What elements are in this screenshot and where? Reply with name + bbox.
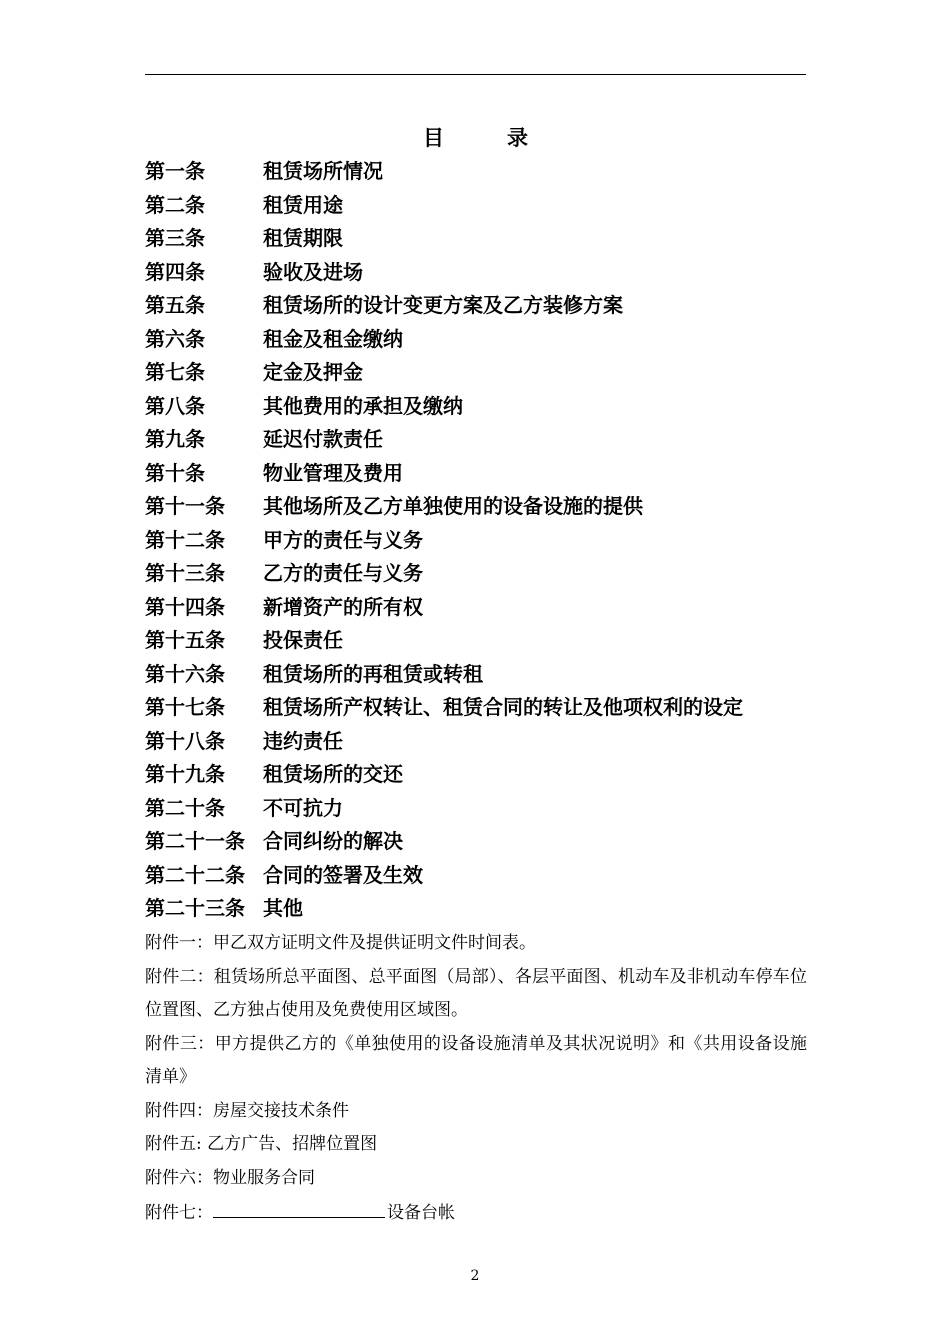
- toc-entry: [145, 356, 807, 390]
- toc-entry: [145, 490, 807, 524]
- toc-entry: [145, 189, 807, 223]
- article-title: 租赁用途: [263, 192, 343, 217]
- appendix-7-prefix: 附件七：: [145, 1203, 213, 1223]
- toc-entry: [145, 591, 807, 625]
- toc-entry: [145, 256, 807, 290]
- article-number: 第二条: [145, 192, 205, 217]
- article-title: 租赁场所情况: [263, 159, 383, 183]
- article-title: 验收及进场: [263, 259, 363, 284]
- toc-entry: [145, 524, 807, 558]
- article-title: 甲方的责任与义务: [263, 527, 423, 552]
- toc-entry: [145, 155, 807, 189]
- article-title: 违约责任: [263, 728, 343, 753]
- appendix-list: [145, 927, 807, 1231]
- article-title: 租赁场所产权转让、租赁合同的转让及他项权利的设定: [263, 695, 743, 719]
- article-number: 第十九条: [145, 762, 225, 786]
- appendix-1: 附件一：甲乙双方证明文件及提供证明文件时间表。: [145, 933, 536, 953]
- article-number: 第二十一条: [145, 829, 245, 853]
- appendix-6: 附件六：物业服务合同: [145, 1167, 315, 1188]
- toc-entry: [145, 859, 807, 893]
- toc-entry: [145, 691, 807, 725]
- toc-entry: [145, 825, 807, 859]
- article-number: 第二十二条: [145, 862, 245, 887]
- article-number: 第十三条: [145, 561, 225, 585]
- article-number: 第四条: [145, 259, 205, 284]
- article-number: 第三条: [145, 226, 205, 250]
- article-title: 合同的签署及生效: [263, 862, 423, 887]
- article-number: 第六条: [145, 326, 205, 351]
- article-title: 定金及押金: [263, 360, 363, 384]
- article-title: 租赁期限: [263, 226, 343, 250]
- article-title: 租赁场所的设计变更方案及乙方装修方案: [263, 293, 623, 317]
- article-title: 租赁场所的交还: [263, 762, 403, 786]
- article-title: 延迟付款责任: [263, 427, 383, 451]
- article-number: 第九条: [145, 427, 205, 451]
- article-number: 第十七条: [145, 695, 225, 719]
- toc-title-char-1: 目: [423, 125, 444, 150]
- article-number: 第十二条: [145, 527, 225, 552]
- article-title: 其他费用的承担及缴纳: [263, 393, 463, 418]
- toc-title: [0, 124, 950, 152]
- article-number: 第十六条: [145, 661, 225, 686]
- article-number: 第二十三条: [145, 896, 245, 920]
- page-number: 2: [470, 1268, 480, 1284]
- toc-entry: [145, 792, 807, 826]
- article-number: 第二十条: [145, 795, 225, 820]
- toc-entry: [145, 624, 807, 658]
- toc-entry: [145, 457, 807, 491]
- appendix-7-suffix: 设备台帐: [387, 1203, 455, 1223]
- toc-title-char-2: 录: [507, 125, 528, 150]
- toc-entry: [145, 222, 807, 256]
- appendix-3: 附件三：甲方提供乙方的《单独使用的设备设施清单及其状况说明》和《共用设备设施清单》: [145, 1033, 807, 1087]
- article-number: 第十四条: [145, 594, 225, 619]
- article-title: 合同纠纷的解决: [263, 829, 403, 853]
- toc-entry: [145, 423, 807, 457]
- article-title: 其他场所及乙方单独使用的设备设施的提供: [263, 494, 643, 518]
- article-number: 第五条: [145, 293, 205, 317]
- article-number: 第十五条: [145, 628, 225, 652]
- toc-entry: [145, 892, 807, 926]
- appendix-4: 附件四：房屋交接技术条件: [145, 1100, 349, 1121]
- article-title: 租金及租金缴纳: [263, 326, 403, 351]
- article-title: 投保责任: [263, 628, 343, 652]
- toc-entry: [145, 658, 807, 692]
- article-title: 物业管理及费用: [263, 460, 403, 485]
- appendix-2: 附件二：租赁场所总平面图、总平面图（局部）、各层平面图、机动车及非机动车停车位位置图、乙方独占使用及免费使用区域图。: [145, 966, 807, 1020]
- article-number: 第十八条: [145, 728, 225, 753]
- article-number: 第十条: [145, 460, 205, 485]
- article-number: 第一条: [145, 159, 205, 183]
- article-number: 第七条: [145, 360, 205, 384]
- article-title: 新增资产的所有权: [263, 594, 423, 619]
- toc-entry: [145, 758, 807, 792]
- fill-in-blank: [213, 1195, 385, 1218]
- toc-entry: [145, 557, 807, 591]
- article-title: 其他: [263, 896, 303, 920]
- article-number: 第十一条: [145, 494, 225, 518]
- toc-entry: [145, 390, 807, 424]
- article-title: 租赁场所的再租赁或转租: [263, 661, 483, 686]
- article-number: 第八条: [145, 393, 205, 418]
- appendix-7: [145, 1195, 807, 1231]
- toc-entry: [145, 289, 807, 323]
- toc-entry: [145, 323, 807, 357]
- appendix-5: 附件五: 乙方广告、招牌位置图: [145, 1134, 378, 1154]
- toc-entry: [145, 725, 807, 759]
- header-rule: [145, 74, 806, 75]
- article-title: 乙方的责任与义务: [263, 561, 423, 585]
- article-title: 不可抗力: [263, 795, 343, 820]
- toc-list: [145, 155, 807, 926]
